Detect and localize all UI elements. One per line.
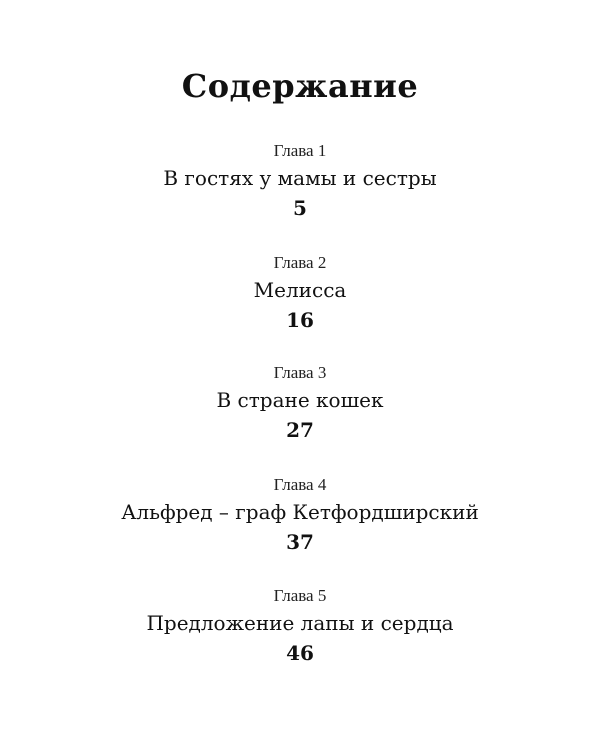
chapter-label: Глава 5 — [273, 586, 327, 605]
chapter-page-number: 46 — [286, 641, 314, 665]
chapter-title: Альфред – граф Кетфордширский — [121, 500, 479, 524]
toc-entry[interactable] — [0, 362, 600, 444]
chapter-label: Глава 2 — [273, 253, 327, 272]
toc-entry[interactable] — [0, 474, 600, 556]
chapter-label: Глава 4 — [273, 475, 327, 494]
page-title: Содержание — [181, 67, 419, 105]
chapter-title: В стране кошек — [216, 388, 384, 412]
chapter-title: В гостях у мамы и сестры — [163, 166, 437, 190]
chapter-page-number: 16 — [286, 308, 314, 332]
chapter-page-number: 37 — [286, 530, 314, 554]
chapter-label: Глава 1 — [273, 141, 327, 160]
chapter-title: Предложение лапы и сердца — [146, 611, 454, 635]
toc-entry[interactable] — [0, 252, 600, 334]
chapter-page-number: 27 — [286, 418, 314, 442]
chapter-title: Мелисса — [253, 278, 347, 302]
toc-entry[interactable] — [0, 585, 600, 667]
toc-entry[interactable] — [0, 140, 600, 222]
chapter-label: Глава 3 — [273, 363, 327, 382]
chapter-page-number: 5 — [293, 196, 307, 220]
